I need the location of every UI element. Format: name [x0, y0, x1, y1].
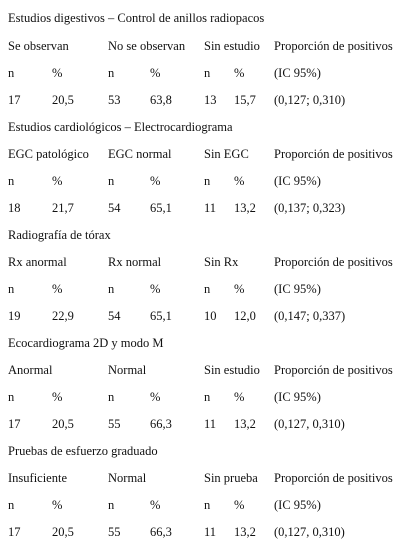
subheader-cell: % — [150, 390, 161, 404]
subheader-cell: (IC 95%) — [274, 66, 321, 80]
value-cell: 19 — [8, 309, 21, 323]
value-cell: 66,3 — [150, 417, 172, 431]
subheader-cell: % — [52, 282, 63, 296]
header-cell: Anormal — [8, 363, 53, 377]
value-cell: 20,5 — [52, 417, 74, 431]
subheader-cell: (IC 95%) — [274, 390, 321, 404]
value-cell: 13,2 — [234, 201, 256, 215]
subheader-cell: n — [204, 66, 211, 80]
subheader-cell: % — [234, 498, 245, 512]
header-cell: Proporción de positivos — [274, 147, 393, 161]
header-cell: No se observan — [108, 39, 186, 53]
value-cell: 65,1 — [150, 309, 172, 323]
header-cell: Rx anormal — [8, 255, 67, 269]
header-cell: EGC patológico — [8, 147, 89, 161]
section-title: Ecocardiograma 2D y modo M — [8, 336, 164, 350]
value-cell: 13,2 — [234, 525, 256, 539]
subheader-cell: (IC 95%) — [274, 174, 321, 188]
subheader-cell: (IC 95%) — [274, 498, 321, 512]
subheader-cell: n — [108, 390, 115, 404]
header-row — [0, 145, 417, 163]
value-cell: 17 — [8, 417, 21, 431]
subheader-cell: % — [52, 498, 63, 512]
value-cell: 11 — [204, 525, 217, 539]
subheader-row — [0, 280, 417, 298]
value-cell: 21,7 — [52, 201, 74, 215]
value-cell: (0,127; 0,310) — [274, 93, 346, 107]
value-cell: 66,3 — [150, 525, 172, 539]
subheader-cell: n — [108, 174, 115, 188]
value-cell: 13 — [204, 93, 217, 107]
header-row — [0, 469, 417, 487]
subheader-cell: % — [150, 174, 161, 188]
value-cell: 53 — [108, 93, 121, 107]
value-row — [0, 91, 417, 109]
header-cell: Normal — [108, 471, 147, 485]
value-cell: 20,5 — [52, 93, 74, 107]
header-cell: Proporción de positivos — [274, 255, 393, 269]
subheader-cell: % — [234, 282, 245, 296]
header-cell: Proporción de positivos — [274, 39, 393, 53]
value-cell: 54 — [108, 309, 121, 323]
subheader-cell: % — [150, 66, 161, 80]
value-cell: 17 — [8, 93, 21, 107]
value-cell: 55 — [108, 525, 121, 539]
header-cell: EGC normal — [108, 147, 172, 161]
section-title: Estudios digestivos – Control de anillos radiopacos — [8, 11, 265, 25]
header-cell: Sin EGC — [204, 147, 249, 161]
subheader-row — [0, 172, 417, 190]
value-row — [0, 307, 417, 325]
value-cell: 54 — [108, 201, 121, 215]
subheader-cell: n — [108, 66, 115, 80]
subheader-cell: n — [8, 174, 15, 188]
subheader-cell: n — [108, 282, 115, 296]
subheader-cell: % — [52, 66, 63, 80]
subheader-row — [0, 64, 417, 82]
header-cell: Se observan — [8, 39, 69, 53]
value-row — [0, 199, 417, 217]
header-cell: Proporción de positivos — [274, 471, 393, 485]
value-row — [0, 523, 417, 541]
header-cell: Sin estudio — [204, 363, 260, 377]
value-cell: 20,5 — [52, 525, 74, 539]
subheader-cell: n — [204, 174, 211, 188]
subheader-cell: (IC 95%) — [274, 282, 321, 296]
value-cell: 11 — [204, 201, 217, 215]
subheader-cell: n — [8, 498, 15, 512]
subheader-cell: % — [52, 390, 63, 404]
header-cell: Sin prueba — [204, 471, 258, 485]
value-cell: (0,137; 0,323) — [274, 201, 346, 215]
header-row — [0, 37, 417, 55]
subheader-cell: % — [52, 174, 63, 188]
value-cell: 65,1 — [150, 201, 172, 215]
section-title: Estudios cardiológicos – Electrocardiograma — [8, 120, 233, 134]
subheader-row — [0, 496, 417, 514]
subheader-cell: % — [234, 66, 245, 80]
subheader-cell: n — [204, 282, 211, 296]
header-cell: Sin estudio — [204, 39, 260, 53]
subheader-row — [0, 388, 417, 406]
value-cell: 22,9 — [52, 309, 74, 323]
value-cell: (0,147; 0,337) — [274, 309, 346, 323]
value-cell: 17 — [8, 525, 21, 539]
value-cell: 11 — [204, 417, 217, 431]
subheader-cell: n — [204, 390, 211, 404]
subheader-cell: n — [8, 390, 15, 404]
subheader-cell: n — [8, 66, 15, 80]
value-cell: (0,127, 0,310) — [274, 525, 345, 539]
value-cell: 63,8 — [150, 93, 172, 107]
header-cell: Insuficiente — [8, 471, 68, 485]
section-title: Radiografía de tórax — [8, 228, 111, 242]
value-cell: 15,7 — [234, 93, 256, 107]
value-cell: 55 — [108, 417, 121, 431]
header-cell: Sin Rx — [204, 255, 239, 269]
subheader-cell: n — [204, 498, 211, 512]
value-cell: 12,0 — [234, 309, 256, 323]
header-cell: Rx normal — [108, 255, 162, 269]
header-cell: Proporción de positivos — [274, 363, 393, 377]
header-row — [0, 361, 417, 379]
value-row — [0, 415, 417, 433]
subheader-cell: n — [108, 498, 115, 512]
subheader-cell: % — [234, 390, 245, 404]
value-cell: 13,2 — [234, 417, 256, 431]
subheader-cell: % — [150, 282, 161, 296]
subheader-cell: n — [8, 282, 15, 296]
header-row — [0, 253, 417, 271]
value-cell: 10 — [204, 309, 217, 323]
section-title: Pruebas de esfuerzo graduado — [8, 444, 158, 458]
subheader-cell: % — [150, 498, 161, 512]
value-cell: (0,127, 0,310) — [274, 417, 345, 431]
value-cell: 18 — [8, 201, 21, 215]
subheader-cell: % — [234, 174, 245, 188]
header-cell: Normal — [108, 363, 147, 377]
